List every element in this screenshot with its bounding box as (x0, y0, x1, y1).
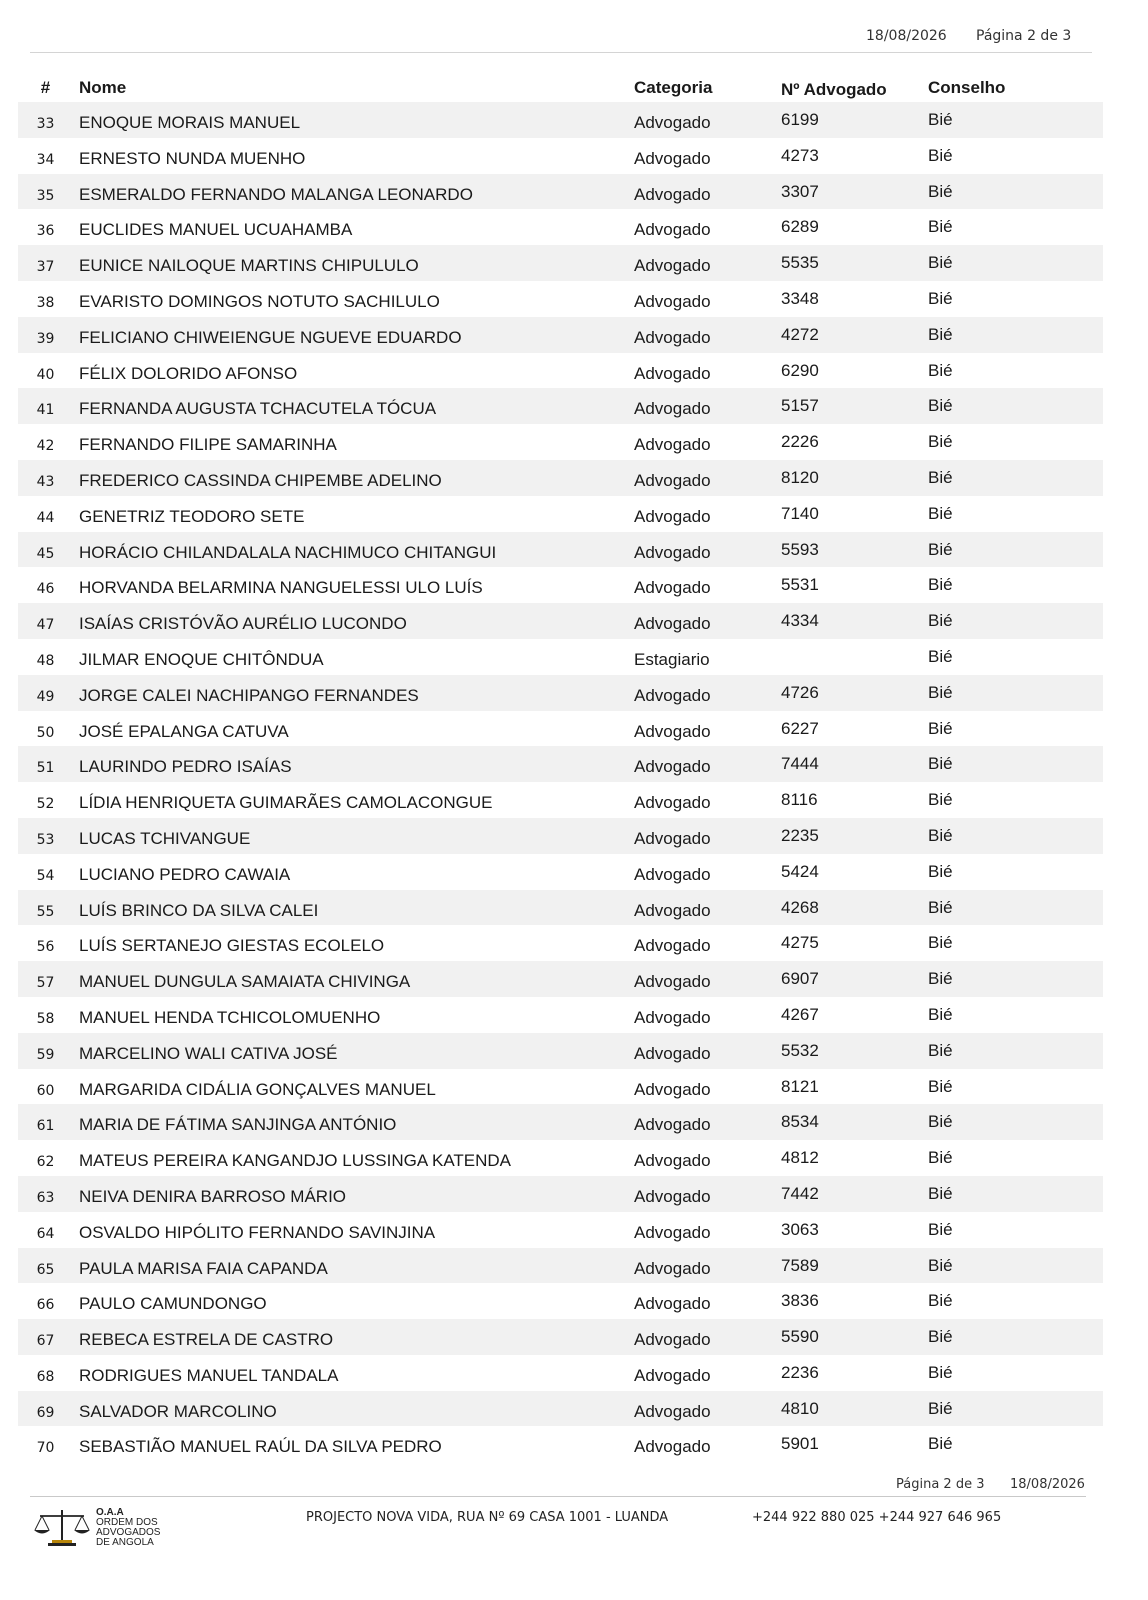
row-council: Bié (928, 1291, 953, 1311)
row-category: Advogado (634, 435, 711, 455)
row-council: Bié (928, 253, 953, 273)
row-name: LAURINDO PEDRO ISAÍAS (79, 757, 292, 777)
row-council: Bié (928, 1362, 953, 1382)
table-row (18, 997, 1103, 1033)
row-lawyer-number: 5901 (781, 1434, 819, 1454)
row-lawyer-number: 8116 (781, 790, 818, 810)
row-category: Advogado (634, 578, 711, 598)
row-category: Advogado (634, 363, 711, 383)
row-council: Bié (928, 1112, 953, 1132)
row-number: 36 (36, 223, 55, 240)
column-header-category: Categoria (634, 78, 713, 97)
logo-line: DE ANGOLA (96, 1537, 154, 1548)
table-row (18, 1283, 1103, 1319)
table-row (18, 1355, 1103, 1391)
row-lawyer-number: 3348 (781, 288, 819, 308)
row-number: 33 (36, 116, 55, 132)
table-row (18, 102, 1103, 138)
row-lawyer-number: 2235 (781, 825, 819, 845)
row-category: Advogado (634, 864, 711, 884)
row-lawyer-number: 7442 (781, 1183, 819, 1203)
table-row (18, 317, 1103, 353)
row-lawyer-number: 4273 (781, 145, 819, 165)
row-lawyer-number: 2226 (781, 432, 819, 452)
row-council: Bié (928, 1255, 953, 1275)
row-council: Bié (928, 897, 953, 917)
row-category: Advogado (634, 184, 711, 204)
row-number: 66 (36, 1297, 55, 1314)
row-number: 64 (36, 1225, 55, 1242)
table-row (18, 818, 1103, 854)
row-lawyer-number: 6907 (781, 969, 819, 989)
row-council: Bié (928, 145, 953, 165)
row-number: 69 (36, 1404, 55, 1421)
table-row (18, 603, 1103, 639)
row-name: MANUEL DUNGULA SAMAIATA CHIVINGA (79, 972, 411, 992)
row-name: LÍDIA HENRIQUETA GUIMARÃES CAMOLACONGUE (79, 793, 493, 813)
row-number: 56 (36, 939, 55, 956)
row-lawyer-number: 5535 (781, 253, 819, 273)
row-council: Bié (928, 825, 953, 845)
table-row (18, 174, 1103, 210)
row-council: Bié (928, 1076, 953, 1096)
row-category: Advogado (634, 936, 711, 956)
row-number: 65 (36, 1261, 55, 1278)
row-category: Advogado (634, 685, 711, 705)
row-lawyer-number: 6289 (781, 217, 819, 237)
row-number: 40 (36, 366, 55, 383)
row-number: 57 (36, 975, 55, 992)
table-row (18, 567, 1103, 603)
row-council: Bié (928, 1327, 953, 1347)
row-category: Advogado (634, 327, 711, 347)
row-name: LUCAS TCHIVANGUE (79, 828, 251, 848)
row-number: 68 (36, 1368, 55, 1385)
row-number: 39 (36, 330, 55, 347)
row-name: SEBASTIÃO MANUEL RAÚL DA SILVA PEDRO (79, 1437, 442, 1457)
row-name: ESMERALDO FERNANDO MALANGA LEONARDO (79, 184, 473, 204)
row-lawyer-number: 7444 (781, 754, 819, 774)
table-row (18, 138, 1103, 174)
row-name: ENOQUE MORAIS MANUEL (79, 113, 301, 132)
row-number: 46 (36, 581, 55, 598)
footer-divider (30, 1496, 1086, 1497)
row-category: Advogado (634, 1401, 711, 1421)
scales-of-justice-icon (32, 1506, 92, 1548)
row-council: Bié (928, 861, 953, 881)
table-row (18, 925, 1103, 961)
row-category: Advogado (634, 721, 711, 741)
row-lawyer-number: 5157 (781, 396, 819, 416)
row-number: 54 (36, 867, 55, 884)
table-row (18, 388, 1103, 424)
row-name: MARIA DE FÁTIMA SANJINGA ANTÓNIO (79, 1115, 397, 1135)
row-category: Advogado (634, 1222, 711, 1242)
row-lawyer-number: 5593 (781, 539, 819, 559)
row-lawyer-number: 6290 (781, 360, 819, 380)
row-category: Advogado (634, 1151, 711, 1171)
row-name: JORGE CALEI NACHIPANGO FERNANDES (79, 685, 419, 705)
row-number: 41 (36, 402, 55, 419)
row-name: ERNESTO NUNDA MUENHO (79, 148, 306, 168)
row-council: Bié (928, 790, 953, 810)
row-lawyer-number: 7589 (781, 1255, 819, 1275)
row-number: 45 (36, 545, 55, 562)
row-council: Bié (928, 396, 953, 416)
row-council: Bié (928, 288, 953, 308)
row-lawyer-number: 4810 (781, 1398, 819, 1418)
row-council: Bié (928, 682, 953, 702)
row-number: 60 (36, 1082, 55, 1099)
row-lawyer-number: 4726 (781, 682, 819, 702)
row-number: 35 (36, 187, 55, 204)
row-category: Advogado (634, 1115, 711, 1135)
row-name: LUCIANO PEDRO CAWAIA (79, 864, 291, 884)
logo-line: ORDEM DOS (96, 1517, 158, 1528)
row-lawyer-number: 5590 (781, 1327, 819, 1347)
table-row (18, 209, 1103, 245)
row-category: Advogado (634, 220, 711, 240)
table-row (18, 711, 1103, 747)
row-name: REBECA ESTRELA DE CASTRO (79, 1330, 334, 1350)
table-row (18, 890, 1103, 926)
row-name: MANUEL HENDA TCHICOLOMUENHO (79, 1007, 381, 1027)
row-lawyer-number: 4334 (781, 611, 819, 631)
row-council: Bié (928, 432, 953, 452)
row-lawyer-number: 5532 (781, 1040, 819, 1060)
table-row (18, 675, 1103, 711)
footer-phones: +244 922 880 025 +244 927 646 965 (752, 1510, 1002, 1525)
row-council: Bié (928, 539, 953, 559)
row-lawyer-number: 4275 (781, 933, 819, 953)
row-name: SALVADOR MARCOLINO (79, 1401, 277, 1421)
header-date: 18/08/2026 (866, 28, 947, 44)
footer-address: PROJECTO NOVA VIDA, RUA Nº 69 CASA 1001 - LUANDA (306, 1510, 669, 1525)
row-number: 48 (36, 652, 55, 669)
organization-logo-text (96, 1508, 160, 1548)
logo-abbreviation: O.A.A (96, 1507, 124, 1518)
row-number: 63 (36, 1189, 55, 1206)
row-lawyer-number: 6227 (781, 718, 819, 738)
row-name: EUNICE NAILOQUE MARTINS CHIPULULO (79, 256, 419, 276)
row-lawyer-number: 4267 (781, 1004, 819, 1024)
table-row (18, 639, 1103, 675)
row-lawyer-number: 4272 (781, 324, 819, 344)
row-council: Bié (928, 217, 953, 237)
column-header-council: Conselho (928, 78, 1006, 97)
row-category: Advogado (634, 1294, 711, 1314)
row-category: Advogado (634, 1437, 711, 1457)
row-lawyer-number: 8534 (781, 1112, 819, 1132)
row-lawyer-number: 3063 (781, 1219, 819, 1239)
column-header-lawyer-number: Nº Advogado (781, 80, 887, 99)
row-name: FELICIANO CHIWEIENGUE NGUEVE EDUARDO (79, 327, 462, 347)
row-category: Advogado (634, 1043, 711, 1063)
row-council: Bié (928, 575, 953, 595)
row-name: FÉLIX DOLORIDO AFONSO (79, 363, 298, 383)
row-name: RODRIGUES MANUEL TANDALA (79, 1365, 339, 1385)
row-name: JOSÉ EPALANGA CATUVA (79, 721, 289, 741)
row-number: 49 (36, 688, 55, 705)
row-category: Advogado (634, 506, 711, 526)
row-council: Bié (928, 969, 953, 989)
row-number: 53 (36, 831, 55, 848)
row-council: Bié (928, 1040, 953, 1060)
row-name: GENETRIZ TEODORO SETE (79, 506, 305, 526)
row-council: Bié (928, 110, 953, 129)
table-row (18, 854, 1103, 890)
row-number: 70 (36, 1440, 55, 1457)
table-row (18, 424, 1103, 460)
row-lawyer-number: 3307 (781, 181, 819, 201)
row-name: EUCLIDES MANUEL UCUAHAMBA (79, 220, 353, 240)
row-council: Bié (928, 467, 953, 487)
row-category: Advogado (634, 793, 711, 813)
table-row (18, 1140, 1103, 1176)
row-name: LUÍS BRINCO DA SILVA CALEI (79, 900, 319, 920)
row-category: Advogado (634, 972, 711, 992)
row-number: 34 (36, 151, 55, 168)
row-name: JILMAR ENOQUE CHITÔNDUA (79, 649, 324, 669)
row-category: Advogado (634, 470, 711, 490)
row-category: Advogado (634, 614, 711, 634)
row-number: 38 (36, 294, 55, 311)
table-row (18, 1426, 1103, 1462)
row-category: Advogado (634, 1365, 711, 1385)
header-page-number: Página 2 de 3 (976, 28, 1072, 44)
row-lawyer-number: 2236 (781, 1362, 819, 1382)
table-row (18, 1069, 1103, 1105)
row-number: 52 (36, 796, 55, 813)
row-council: Bié (928, 181, 953, 201)
row-name: PAULO CAMUNDONGO (79, 1294, 267, 1314)
row-council: Bié (928, 754, 953, 774)
row-category: Advogado (634, 148, 711, 168)
row-name: MARGARIDA CIDÁLIA GONÇALVES MANUEL (79, 1079, 436, 1099)
row-name: MATEUS PEREIRA KANGANDJO LUSSINGA KATENDA (79, 1151, 512, 1171)
table-row (18, 353, 1103, 389)
row-category: Advogado (634, 1258, 711, 1278)
row-number: 61 (36, 1118, 55, 1135)
row-category: Estagiario (634, 649, 710, 669)
table-row (18, 245, 1103, 281)
row-category: Advogado (634, 1007, 711, 1027)
row-number: 44 (36, 509, 55, 526)
row-category: Advogado (634, 291, 711, 311)
row-council: Bié (928, 1398, 953, 1418)
row-name: OSVALDO HIPÓLITO FERNANDO SAVINJINA (79, 1222, 436, 1242)
row-category: Advogado (634, 757, 711, 777)
row-lawyer-number: 6199 (781, 110, 819, 129)
row-lawyer-number: 3836 (781, 1291, 819, 1311)
row-lawyer-number: 8120 (781, 467, 819, 487)
row-category: Advogado (634, 1079, 711, 1099)
row-number: 59 (36, 1046, 55, 1063)
row-number: 62 (36, 1154, 55, 1171)
page-header (30, 22, 1092, 53)
row-number: 58 (36, 1010, 55, 1027)
row-council: Bié (928, 1148, 953, 1168)
table-row (18, 460, 1103, 496)
row-number: 42 (36, 438, 55, 455)
lawyers-table (18, 75, 1103, 1462)
row-name: HORÁCIO CHILANDALALA NACHIMUCO CHITANGUI (79, 542, 497, 562)
row-name: NEIVA DENIRA BARROSO MÁRIO (79, 1186, 347, 1206)
row-category: Advogado (634, 1186, 711, 1206)
row-category: Advogado (634, 399, 711, 419)
row-name: ISAÍAS CRISTÓVÃO AURÉLIO LUCONDO (79, 614, 407, 634)
table-row (18, 746, 1103, 782)
footer-date: 18/08/2026 (1010, 1477, 1085, 1492)
row-council: Bié (928, 646, 953, 666)
row-lawyer-number: 7140 (781, 503, 819, 523)
row-lawyer-number: 4268 (781, 897, 819, 917)
table-row (18, 1176, 1103, 1212)
row-number: 51 (36, 760, 55, 777)
table-row (18, 1319, 1103, 1355)
row-council: Bié (928, 1219, 953, 1239)
row-council: Bié (928, 1434, 953, 1454)
row-lawyer-number: 5424 (781, 861, 819, 881)
row-category: Advogado (634, 113, 711, 132)
row-lawyer-number: 4812 (781, 1148, 819, 1168)
row-council: Bié (928, 933, 953, 953)
table-row (18, 1104, 1103, 1140)
row-lawyer-number: 5531 (781, 575, 819, 595)
row-lawyer-number: 8121 (781, 1076, 819, 1096)
row-name: HORVANDA BELARMINA NANGUELESSI ULO LUÍS (79, 578, 483, 598)
row-council: Bié (928, 324, 953, 344)
row-name: MARCELINO WALI CATIVA JOSÉ (79, 1043, 338, 1063)
table-row (18, 496, 1103, 532)
column-header-name: Nome (79, 78, 127, 97)
table-row (18, 281, 1103, 317)
row-name: FERNANDA AUGUSTA TCHACUTELA TÓCUA (79, 399, 437, 419)
row-name: PAULA MARISA FAIA CAPANDA (79, 1258, 328, 1278)
row-number: 67 (36, 1333, 55, 1350)
table-row (18, 782, 1103, 818)
logo-line: ADVOGADOS (96, 1527, 161, 1538)
row-name: FERNANDO FILIPE SAMARINHA (79, 435, 337, 455)
row-council: Bié (928, 611, 953, 631)
row-council: Bié (928, 503, 953, 523)
column-header-number: # (40, 78, 51, 97)
table-body (18, 102, 1103, 1462)
table-header (18, 75, 1103, 102)
row-category: Advogado (634, 542, 711, 562)
row-council: Bié (928, 360, 953, 380)
row-number: 47 (36, 617, 55, 634)
row-number: 50 (36, 724, 55, 741)
row-number: 55 (36, 903, 55, 920)
row-category: Advogado (634, 1330, 711, 1350)
table-row (18, 1212, 1103, 1248)
row-name: LUÍS SERTANEJO GIESTAS ECOLELO (79, 936, 385, 956)
footer-page-number: Página 2 de 3 (896, 1477, 985, 1492)
table-row (18, 961, 1103, 997)
table-row (18, 1033, 1103, 1069)
row-council: Bié (928, 1183, 953, 1203)
row-number: 43 (36, 473, 55, 490)
row-category: Advogado (634, 900, 711, 920)
table-row (18, 1391, 1103, 1427)
row-category: Advogado (634, 256, 711, 276)
table-row (18, 1248, 1103, 1284)
row-number: 37 (36, 259, 55, 276)
row-council: Bié (928, 1004, 953, 1024)
table-row (18, 532, 1103, 568)
row-name: FREDERICO CASSINDA CHIPEMBE ADELINO (79, 470, 442, 490)
row-name: EVARISTO DOMINGOS NOTUTO SACHILULO (79, 291, 440, 311)
row-category: Advogado (634, 828, 711, 848)
row-council: Bié (928, 718, 953, 738)
